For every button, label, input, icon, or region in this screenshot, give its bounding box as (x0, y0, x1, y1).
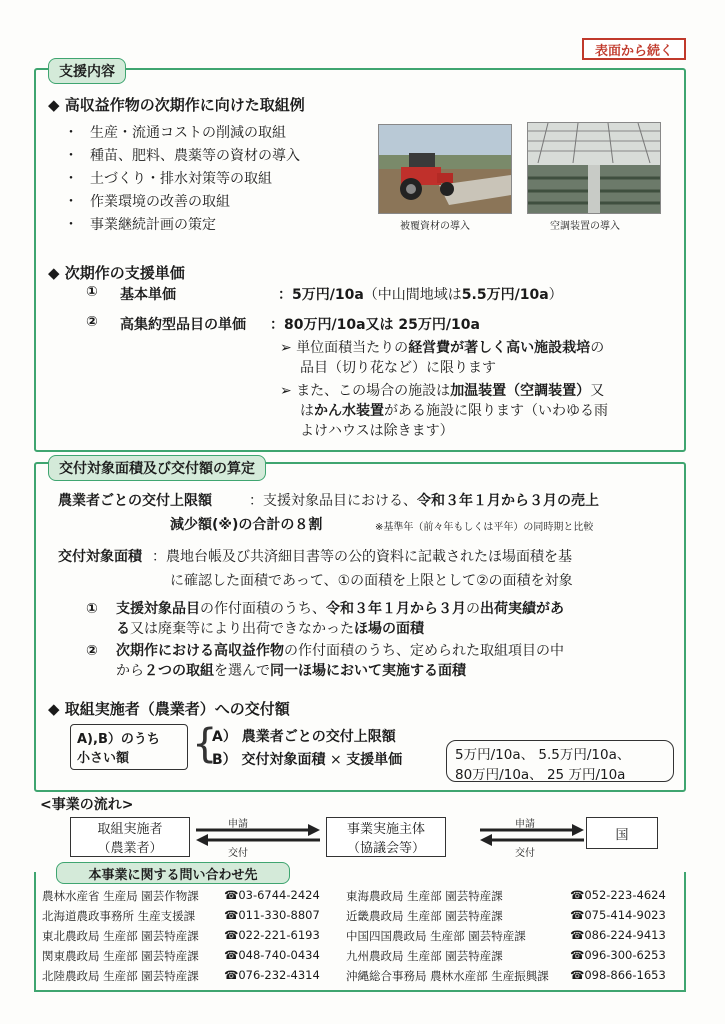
arrow-bullet-icon: ➢ (280, 340, 292, 356)
area-label: 交付対象面積 (58, 549, 142, 565)
contact-phone: ☎096-300-6253 (570, 948, 666, 962)
list-item: ・ 事業継続計画の策定 (64, 217, 216, 233)
support-tab: 支援内容 (48, 58, 126, 84)
min-of-ab-box: A),B）のうち 小さい額 (70, 724, 188, 770)
area-line1: ：農地台帳及び共済細目書等の公的資料に記載されたほ場面積を基 (152, 549, 572, 565)
list-item: ・ 種苗、肥料、農薬等の資材の導入 (64, 148, 300, 164)
rate2-value: ：80万円/10a又は 25万円/10a (270, 317, 480, 333)
condition-1: ① 支援対象品目の作付面積のうち、令和３年１月から３月の出荷実績があ る又は廃棄等により出荷できなかったほ場の面積 (86, 601, 564, 637)
flow-actor-council: 事業実施主体 （協議会等） (326, 817, 446, 857)
flow-arrows-2 (480, 824, 584, 846)
formula-a: A） 農業者ごとの交付上限額 (212, 729, 396, 745)
heading-crop-examples: ◆ 高収益作物の次期作に向けた取組例 (48, 96, 305, 114)
photo-covering-material (378, 124, 512, 214)
photo-air-conditioner (527, 122, 661, 214)
contact-org: 北海道農政事務所 生産支援課 (42, 909, 196, 923)
rate2-note2: ➢ また、この場合の施設は加温装置（空調装置）又 はかん水装置がある施設に限ります（いわゆる雨 よけハウスは除きます） (280, 383, 608, 439)
contact-org: 東北農政局 生産部 園芸特産課 (42, 929, 199, 943)
diamond-icon: ◆ (48, 264, 60, 282)
list-item: ・ 作業環境の改善の取組 (64, 194, 230, 210)
rate2-label: 高集約型品目の単価 (120, 317, 246, 333)
calc-tab: 交付対象面積及び交付額の算定 (48, 455, 266, 481)
contact-phone: ☎048-740-0434 (224, 948, 320, 962)
flow-apply-label-2: 申請 (515, 819, 535, 830)
limit-note: ※基準年（前々年もしくは平年）の同時期と比較 (375, 522, 594, 533)
contact-phone: ☎076-232-4314 (224, 968, 320, 982)
flow-title: <事業の流れ> (40, 797, 134, 813)
flow-actor-government: 国 (586, 817, 658, 849)
contact-phone: ☎086-224-9413 (570, 928, 666, 942)
rate2-num: ② (86, 314, 98, 330)
example-list (64, 122, 300, 237)
list-item: ・ 土づくり・排水対策等の取組 (64, 171, 272, 187)
rate-values-box: 5万円/10a、 5.5万円/10a、 80万円/10a、 25 万円/10a (446, 740, 674, 782)
contact-phone: ☎098-866-1653 (570, 968, 666, 982)
condition-2: ② 次期作における高収益作物の作付面積のうち、定められた取組項目の中 から２つの取組を選んで同一ほ場において実施する面積 (86, 643, 564, 679)
contact-org: 農林水産省 生産局 園芸作物課 (42, 889, 199, 903)
contact-org: 関東農政局 生産部 園芸特産課 (42, 949, 199, 963)
area-line2: に確認した面積であって、①の面積を上限として②の面積を対象 (170, 573, 573, 589)
flow-apply-label-1: 申請 (228, 819, 248, 830)
contacts-title: 本事業に関する問い合わせ先 (56, 862, 290, 884)
brace-icon: { (192, 721, 218, 767)
caption-air-conditioner: 空調装置の導入 (550, 221, 620, 232)
contact-phone: ☎03-6744-2424 (224, 888, 320, 902)
flow-actor-farmer: 取組実施者 （農業者） (70, 817, 190, 857)
heading-grant-amount: ◆ 取組実施者（農業者）への交付額 (48, 700, 290, 718)
limit-line1: ：支援対象品目における、令和３年１月から３月の売上 (249, 493, 599, 509)
rate2-note1: ➢ 単位面積当たりの経営費が著しく高い施設栽培の 品目（切り花など）に限ります (280, 340, 605, 376)
contact-org: 東海農政局 生産部 園芸特産課 (346, 889, 503, 903)
contact-org: 九州農政局 生産部 園芸特産課 (346, 949, 503, 963)
flow-grant-label-2: 交付 (515, 848, 535, 859)
arrow-bullet-icon: ➢ (280, 383, 292, 399)
contact-phone: ☎075-414-9023 (570, 908, 666, 922)
contact-phone: ☎011-330-8807 (224, 908, 320, 922)
list-item: ・ 生産・流通コストの削減の取組 (64, 125, 286, 141)
contact-org: 北陸農政局 生産部 園芸特産課 (42, 969, 199, 983)
contact-org: 近畿農政局 生産部 園芸特産課 (346, 909, 503, 923)
contact-phone: ☎022-221-6193 (224, 928, 320, 942)
contact-phone: ☎052-223-4624 (570, 888, 666, 902)
continued-badge: 表面から続く (582, 38, 686, 60)
diamond-icon: ◆ (48, 96, 60, 114)
rate1-num: ① (86, 284, 98, 300)
limit-label: 農業者ごとの交付上限額 (58, 493, 212, 509)
limit-line2: 減少額(※)の合計の８割 (170, 517, 323, 533)
rate1-row: ：5万円/10a（中山間地域は5.5万円/10a） (278, 287, 563, 303)
contact-org: 沖縄総合事務局 農林水産部 生産振興課 (346, 969, 549, 983)
flow-grant-label-1: 交付 (228, 848, 248, 859)
formula-b: B） 交付対象面積 × 支援単価 (212, 752, 403, 768)
diamond-icon: ◆ (48, 700, 60, 718)
contact-org: 中国四国農政局 生産部 園芸特産課 (346, 929, 526, 943)
flow-arrows-1 (196, 824, 320, 846)
heading-support-rate: ◆ 次期作の支援単価 (48, 264, 185, 282)
caption-covering-material: 被覆資材の導入 (400, 221, 470, 232)
rate1-label: 基本単価 (120, 287, 176, 303)
